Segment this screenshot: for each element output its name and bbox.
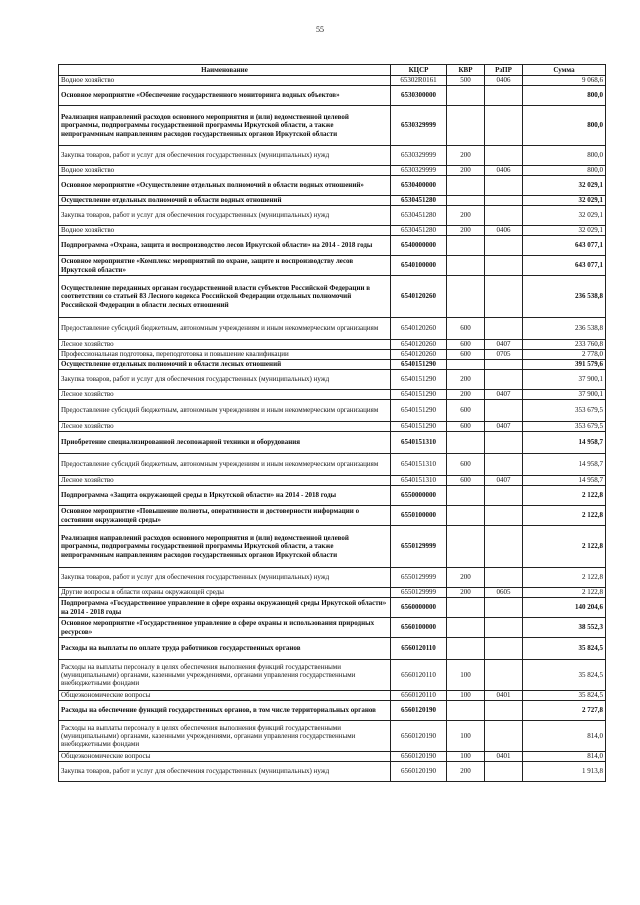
- row-sum: 800,0: [523, 106, 606, 146]
- row-rzpr: [485, 618, 523, 638]
- table-body: [59, 76, 606, 782]
- row-name: Общеэкономические вопросы: [59, 691, 391, 701]
- row-kvr: [447, 276, 485, 318]
- row-kvr: 200: [447, 206, 485, 226]
- row-kcsr: 6540000000: [391, 236, 447, 256]
- row-kvr: [447, 236, 485, 256]
- row-sum: 37 900,1: [523, 370, 606, 390]
- row-sum: 353 679,5: [523, 422, 606, 432]
- row-sum: 2 778,0: [523, 350, 606, 360]
- row-name: Профессиональная подготовка, переподготовка и повышение квалификации: [59, 350, 391, 360]
- row-sum: 140 204,6: [523, 598, 606, 618]
- row-rzpr: 0407: [485, 340, 523, 350]
- row-kvr: 600: [447, 400, 485, 422]
- row-rzpr: [485, 506, 523, 526]
- row-kvr: 500: [447, 76, 485, 86]
- table-row: [59, 76, 606, 86]
- row-rzpr: 0605: [485, 588, 523, 598]
- row-kvr: [447, 638, 485, 660]
- table-row: [59, 432, 606, 454]
- row-name: Закупка товаров, работ и услуг для обеспечения государственных (муниципальных) нужд: [59, 762, 391, 782]
- row-name: Предоставление субсидий бюджетным, автономным учреждениям и иным некоммерческим организациям: [59, 318, 391, 340]
- row-sum: 236 538,8: [523, 276, 606, 318]
- table-row: [59, 422, 606, 432]
- table-row: [59, 226, 606, 236]
- row-kvr: 200: [447, 390, 485, 400]
- row-sum: 32 029,1: [523, 196, 606, 206]
- table-row: [59, 390, 606, 400]
- row-kcsr: 6550129999: [391, 568, 447, 588]
- header-rzpr: РзПР: [485, 65, 523, 76]
- row-kcsr: 6540120260: [391, 340, 447, 350]
- row-kcsr: 6540120260: [391, 276, 447, 318]
- table-row: [59, 146, 606, 166]
- row-rzpr: 0401: [485, 691, 523, 701]
- table-row: [59, 106, 606, 146]
- row-name: Реализация направлений расходов основного мероприятия и (или) ведомственной целевой программы, подпрограммы государственной программы Иркутской области, а также непрограммным направлениям расходов государственных органов Иркутской области: [59, 526, 391, 568]
- row-kcsr: 6550100000: [391, 506, 447, 526]
- row-kvr: 200: [447, 588, 485, 598]
- row-sum: 800,0: [523, 146, 606, 166]
- row-kvr: 200: [447, 226, 485, 236]
- table-header-row: [59, 65, 606, 76]
- row-name: Другие вопросы в области охраны окружающей среды: [59, 588, 391, 598]
- row-kcsr: 6560100000: [391, 618, 447, 638]
- row-kcsr: 6530400000: [391, 176, 447, 196]
- row-kcsr: 6540151310: [391, 476, 447, 486]
- row-sum: 391 579,6: [523, 360, 606, 370]
- row-name: Лесное хозяйство: [59, 340, 391, 350]
- header-name: Наименование: [59, 65, 391, 76]
- table-row: [59, 618, 606, 638]
- table-row: [59, 236, 606, 256]
- row-kvr: 100: [447, 660, 485, 691]
- table-row: [59, 701, 606, 721]
- row-rzpr: [485, 360, 523, 370]
- row-rzpr: [485, 721, 523, 752]
- row-name: Подпрограмма «Охрана, защита и воспроизводство лесов Иркутской области» на 2014 - 2018 годы: [59, 236, 391, 256]
- table-row: [59, 588, 606, 598]
- table-row: [59, 638, 606, 660]
- row-kcsr: 6540151290: [391, 390, 447, 400]
- row-rzpr: [485, 318, 523, 340]
- row-rzpr: 0406: [485, 226, 523, 236]
- row-sum: 37 900,1: [523, 390, 606, 400]
- row-kcsr: 6550129999: [391, 526, 447, 568]
- row-rzpr: [485, 146, 523, 166]
- row-sum: 9 068,6: [523, 76, 606, 86]
- row-name: Основное мероприятие «Обеспечение государственного мониторинга водных объектов»: [59, 86, 391, 106]
- table-row: [59, 400, 606, 422]
- row-kvr: 200: [447, 370, 485, 390]
- row-kcsr: 6530451280: [391, 196, 447, 206]
- row-rzpr: [485, 86, 523, 106]
- row-name: Общеэкономические вопросы: [59, 752, 391, 762]
- row-rzpr: [485, 660, 523, 691]
- row-kcsr: 6560120190: [391, 701, 447, 721]
- row-name: Предоставление субсидий бюджетным, автономным учреждениям и иным некоммерческим организациям: [59, 454, 391, 476]
- row-rzpr: 0705: [485, 350, 523, 360]
- row-kvr: [447, 486, 485, 506]
- row-kcsr: 6560120110: [391, 691, 447, 701]
- table-row: [59, 176, 606, 196]
- row-kcsr: 6540151290: [391, 360, 447, 370]
- row-name: Закупка товаров, работ и услуг для обеспечения государственных (муниципальных) нужд: [59, 146, 391, 166]
- row-name: Подпрограмма «Защита окружающей среды в Иркутской области» на 2014 - 2018 годы: [59, 486, 391, 506]
- row-name: Основное мероприятие «Комплекс мероприятий по охране, защите и воспроизводству лесов Иркутской области»: [59, 256, 391, 276]
- row-name: Приобретение специализированной лесопожарной техники и оборудования: [59, 432, 391, 454]
- row-kcsr: 6540151290: [391, 370, 447, 390]
- table-row: [59, 318, 606, 340]
- row-sum: 2 122,8: [523, 588, 606, 598]
- row-name: Расходы на выплаты персоналу в целях обеспечения выполнения функций государственными (муниципальными) органами, казенными учреждениями, органами управления государственными внебюджетными фондами: [59, 721, 391, 752]
- row-sum: 2 122,8: [523, 526, 606, 568]
- row-name: Водное хозяйство: [59, 226, 391, 236]
- table-row: [59, 166, 606, 176]
- row-kcsr: 6530300000: [391, 86, 447, 106]
- row-rzpr: [485, 256, 523, 276]
- row-kvr: [447, 360, 485, 370]
- row-sum: 2 122,8: [523, 568, 606, 588]
- row-sum: 35 824,5: [523, 638, 606, 660]
- row-rzpr: [485, 701, 523, 721]
- row-kcsr: 6530451280: [391, 206, 447, 226]
- row-sum: 32 029,1: [523, 206, 606, 226]
- row-kcsr: 6560120110: [391, 660, 447, 691]
- table-row: [59, 454, 606, 476]
- row-rzpr: [485, 568, 523, 588]
- row-rzpr: [485, 526, 523, 568]
- row-kcsr: 6560120190: [391, 752, 447, 762]
- row-name: Закупка товаров, работ и услуг для обеспечения государственных (муниципальных) нужд: [59, 370, 391, 390]
- row-sum: 35 824,5: [523, 691, 606, 701]
- row-rzpr: 0407: [485, 476, 523, 486]
- row-name: Лесное хозяйство: [59, 476, 391, 486]
- row-name: Закупка товаров, работ и услуг для обеспечения государственных (муниципальных) нужд: [59, 568, 391, 588]
- table-row: [59, 762, 606, 782]
- row-kvr: [447, 256, 485, 276]
- row-kvr: [447, 432, 485, 454]
- row-kcsr: 6540151290: [391, 400, 447, 422]
- row-rzpr: [485, 276, 523, 318]
- row-rzpr: [485, 598, 523, 618]
- row-kvr: [447, 526, 485, 568]
- row-sum: 643 077,1: [523, 236, 606, 256]
- table-row: [59, 568, 606, 588]
- row-sum: 14 958,7: [523, 476, 606, 486]
- table-row: [59, 486, 606, 506]
- row-rzpr: [485, 370, 523, 390]
- row-name: Расходы на выплаты персоналу в целях обеспечения выполнения функций государственными (муниципальными) органами, казенными учреждениями, органами управления государственными внебюджетными фондами: [59, 660, 391, 691]
- row-name: Основное мероприятие «Осуществление отдельных полномочий в области водных отношений»: [59, 176, 391, 196]
- row-kvr: 200: [447, 762, 485, 782]
- row-sum: 643 077,1: [523, 256, 606, 276]
- row-sum: 800,0: [523, 86, 606, 106]
- table-row: [59, 721, 606, 752]
- table-row: [59, 256, 606, 276]
- table-row: [59, 370, 606, 390]
- row-kvr: 600: [447, 350, 485, 360]
- row-kcsr: 6540151290: [391, 422, 447, 432]
- row-name: Подпрограмма «Государственное управление в сфере охраны окружающей среды Иркутской области» на 2014 - 2018 годы: [59, 598, 391, 618]
- row-kcsr: 6530329999: [391, 146, 447, 166]
- row-sum: 14 958,7: [523, 454, 606, 476]
- table-row: [59, 350, 606, 360]
- row-kcsr: 65302R0161: [391, 76, 447, 86]
- table-row: [59, 276, 606, 318]
- row-sum: 2 122,8: [523, 506, 606, 526]
- row-kvr: 600: [447, 318, 485, 340]
- row-sum: 32 029,1: [523, 226, 606, 236]
- row-name: Основное мероприятие «Повышение полноты, оперативности и достоверности информации о состоянии окружающей среды»: [59, 506, 391, 526]
- row-kcsr: 6540120260: [391, 318, 447, 340]
- row-rzpr: [485, 106, 523, 146]
- row-rzpr: [485, 196, 523, 206]
- row-kvr: [447, 176, 485, 196]
- row-kvr: [447, 598, 485, 618]
- row-kvr: [447, 196, 485, 206]
- row-kcsr: 6550129999: [391, 588, 447, 598]
- row-sum: 236 538,8: [523, 318, 606, 340]
- row-kvr: 200: [447, 146, 485, 166]
- row-kvr: 600: [447, 454, 485, 476]
- row-name: Осуществление отдельных полномочий в области водных отношений: [59, 196, 391, 206]
- row-sum: 14 958,7: [523, 432, 606, 454]
- row-rzpr: [485, 762, 523, 782]
- page-number: 55: [316, 25, 324, 34]
- header-kvr: КВР: [447, 65, 485, 76]
- row-name: Расходы на выплаты по оплате труда работников государственных органов: [59, 638, 391, 660]
- row-kcsr: 6540120260: [391, 350, 447, 360]
- row-sum: 38 552,3: [523, 618, 606, 638]
- row-sum: 1 913,8: [523, 762, 606, 782]
- table-row: [59, 598, 606, 618]
- table-row: [59, 526, 606, 568]
- row-name: Водное хозяйство: [59, 76, 391, 86]
- budget-table: [58, 64, 606, 782]
- row-kvr: [447, 618, 485, 638]
- table-row: [59, 476, 606, 486]
- row-sum: 35 824,5: [523, 660, 606, 691]
- row-kvr: 200: [447, 166, 485, 176]
- row-name: Предоставление субсидий бюджетным, автономным учреждениям и иным некоммерческим организациям: [59, 400, 391, 422]
- row-rzpr: [485, 176, 523, 196]
- table-row: [59, 340, 606, 350]
- row-name: Лесное хозяйство: [59, 390, 391, 400]
- row-rzpr: 0407: [485, 390, 523, 400]
- table-row: [59, 206, 606, 226]
- row-rzpr: [485, 236, 523, 256]
- row-sum: 2 727,8: [523, 701, 606, 721]
- row-kcsr: 6530329999: [391, 166, 447, 176]
- row-name: Реализация направлений расходов основного мероприятия и (или) ведомственной целевой программы, подпрограммы государственной программы Иркутской области, а также непрограммным направлениям расходов государственных органов Иркутской области: [59, 106, 391, 146]
- row-rzpr: [485, 400, 523, 422]
- row-rzpr: [485, 454, 523, 476]
- row-kvr: 600: [447, 340, 485, 350]
- row-kcsr: 6540151310: [391, 454, 447, 476]
- table-row: [59, 506, 606, 526]
- row-kcsr: 6560000000: [391, 598, 447, 618]
- row-kcsr: 6540151310: [391, 432, 447, 454]
- row-kvr: [447, 701, 485, 721]
- table-row: [59, 752, 606, 762]
- row-name: Закупка товаров, работ и услуг для обеспечения государственных (муниципальных) нужд: [59, 206, 391, 226]
- row-rzpr: 0401: [485, 752, 523, 762]
- table-row: [59, 86, 606, 106]
- row-rzpr: 0406: [485, 76, 523, 86]
- row-kcsr: 6530451280: [391, 226, 447, 236]
- row-name: Расходы на обеспечение функций государственных органов, в том числе территориальных органов: [59, 701, 391, 721]
- row-kcsr: 6560120190: [391, 762, 447, 782]
- row-rzpr: [485, 206, 523, 226]
- row-kvr: 600: [447, 476, 485, 486]
- row-kcsr: 6560120110: [391, 638, 447, 660]
- row-kcsr: 6540100000: [391, 256, 447, 276]
- row-sum: 814,0: [523, 721, 606, 752]
- table-row: [59, 691, 606, 701]
- table-row: [59, 660, 606, 691]
- header-kcsr: КЦСР: [391, 65, 447, 76]
- row-kvr: 100: [447, 721, 485, 752]
- table-row: [59, 360, 606, 370]
- row-sum: 353 679,5: [523, 400, 606, 422]
- row-rzpr: 0406: [485, 166, 523, 176]
- row-kvr: [447, 106, 485, 146]
- row-sum: 2 122,8: [523, 486, 606, 506]
- row-name: Осуществление отдельных полномочий в области лесных отношений: [59, 360, 391, 370]
- row-rzpr: [485, 486, 523, 506]
- row-kcsr: 6550000000: [391, 486, 447, 506]
- row-kcsr: 6530329999: [391, 106, 447, 146]
- header-sum: Сумма: [523, 65, 606, 76]
- row-sum: 233 760,8: [523, 340, 606, 350]
- row-rzpr: [485, 432, 523, 454]
- row-rzpr: [485, 638, 523, 660]
- row-name: Основное мероприятие «Государственное управление в сфере охраны и использования природных ресурсов»: [59, 618, 391, 638]
- row-sum: 800,0: [523, 166, 606, 176]
- row-kvr: 100: [447, 752, 485, 762]
- row-kvr: 100: [447, 691, 485, 701]
- row-kcsr: 6560120190: [391, 721, 447, 752]
- row-kvr: 600: [447, 422, 485, 432]
- row-kvr: 200: [447, 568, 485, 588]
- row-sum: 814,0: [523, 752, 606, 762]
- row-rzpr: 0407: [485, 422, 523, 432]
- row-name: Осуществление переданных органам государственной власти субъектов Российской Федерации в соответствии со статьей 83 Лесного кодекса Российской Федерации отдельных полномочий Российской Федерации в области лесных отношений: [59, 276, 391, 318]
- row-sum: 32 029,1: [523, 176, 606, 196]
- table-row: [59, 196, 606, 206]
- row-name: Лесное хозяйство: [59, 422, 391, 432]
- row-kvr: [447, 506, 485, 526]
- row-kvr: [447, 86, 485, 106]
- row-name: Водное хозяйство: [59, 166, 391, 176]
